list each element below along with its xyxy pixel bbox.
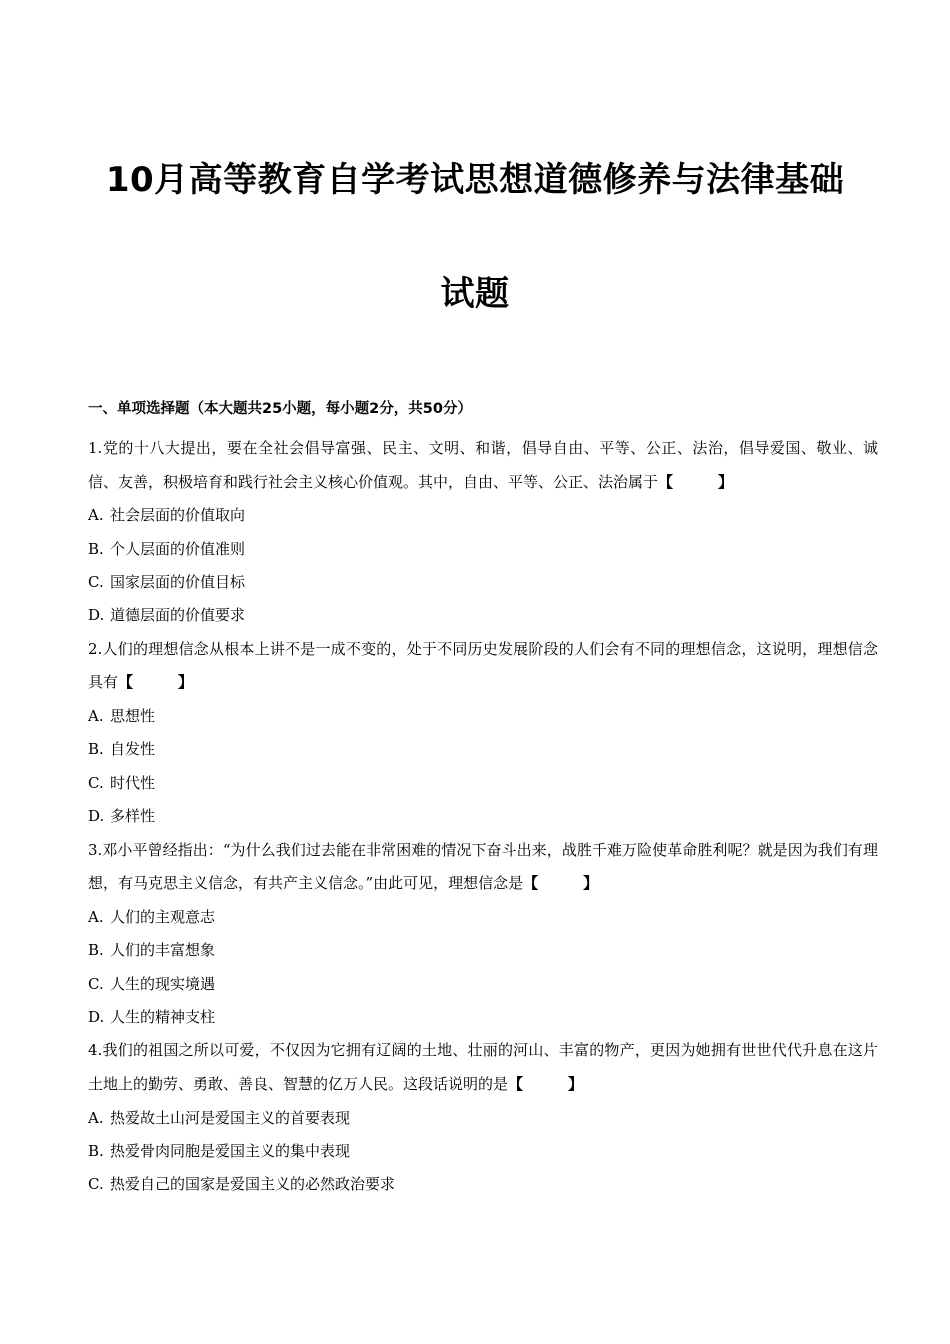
option-c	[88, 1168, 878, 1201]
option-letter: B.	[88, 740, 104, 759]
option-letter: D.	[88, 606, 105, 625]
option-a	[88, 901, 878, 934]
option-b	[88, 733, 878, 766]
question-2	[88, 633, 878, 834]
option-b	[88, 533, 878, 566]
option-a	[88, 1102, 878, 1135]
option-text: 人们的丰富想象	[110, 941, 216, 960]
option-text: 国家层面的价值目标	[110, 573, 246, 591]
question-4	[88, 1034, 878, 1201]
option-c	[88, 968, 878, 1001]
option-text: 社会层面的价值取向	[110, 506, 246, 525]
question-stem	[88, 633, 878, 700]
question-text: 党的十八大提出，要在全社会倡导富强、民主、文明、和谐，倡导自由、平等、公正、法治，倡导爱国、敬业、诚信、友善，积极培育和践行社会主义核心价值观。其中，自由、平等、公正、法治属于	[88, 439, 878, 491]
answer-bracket: 【 】	[658, 472, 734, 491]
option-letter: D.	[88, 1008, 105, 1027]
question-number: 1.	[88, 439, 103, 457]
option-letter: B.	[88, 539, 104, 558]
option-d	[88, 1001, 878, 1034]
question-stem	[88, 1034, 878, 1101]
question-text: 我们的祖国之所以可爱，不仅因为它拥有辽阔的土地、壮丽的河山、丰富的物产，更因为她拥有世世代代升息在这片土地上的勤劳、勇敢、善良、智慧的亿万人民。这段话说明的是	[88, 1041, 878, 1094]
option-letter: A.	[88, 907, 104, 926]
option-letter: A.	[88, 707, 104, 725]
question-number: 3.	[88, 840, 103, 859]
option-a	[88, 499, 878, 532]
option-letter: A.	[88, 1108, 104, 1127]
option-letter: C.	[88, 773, 104, 792]
question-stem	[88, 834, 878, 901]
option-a	[88, 700, 878, 733]
question-list	[88, 432, 878, 1202]
question-stem	[88, 432, 878, 499]
option-b	[88, 1135, 878, 1168]
option-text: 自发性	[110, 740, 156, 759]
option-letter: B.	[88, 941, 104, 960]
option-text: 道德层面的价值要求	[110, 606, 246, 625]
option-d	[88, 800, 878, 833]
question-1	[88, 432, 878, 633]
question-number: 4.	[88, 1041, 103, 1060]
document-title-continuation: 试题	[440, 274, 510, 314]
option-letter: A.	[88, 506, 104, 525]
option-c	[88, 767, 878, 800]
option-text: 人生的现实境遇	[110, 974, 216, 993]
option-d	[88, 599, 878, 632]
option-letter: D.	[88, 807, 105, 826]
option-c	[88, 566, 878, 599]
option-letter: C.	[88, 1175, 104, 1194]
answer-bracket: 【 】	[523, 874, 599, 893]
option-b	[88, 934, 878, 967]
option-letter: B.	[88, 1142, 104, 1161]
question-text: 人们的理想信念从根本上讲不是一成不变的，处于不同历史发展阶段的人们会有不同的理想信念，这说明，理想信念具有	[88, 639, 878, 692]
option-text: 个人层面的价值准则	[110, 539, 246, 558]
question-text: 邓小平曾经指出：“为什么我们过去能在非常困难的情况下奋斗出来，战胜千难万险使革命胜利呢？就是因为我们有理想，有马克思主义信念，有共产主义信念。”由此可见，理想信念是	[88, 840, 878, 893]
option-text: 多样性	[110, 807, 156, 826]
section-heading: 一、单项选择题（本大题共25小题，每小题2分，共50分）	[88, 401, 472, 417]
answer-bracket: 【 】	[118, 673, 194, 692]
option-letter: C.	[88, 974, 104, 993]
option-text: 热爱故土山河是爱国主义的首要表现	[110, 1108, 351, 1127]
option-text: 人们的主观意志	[110, 907, 216, 926]
option-text: 人生的精神支柱	[110, 1008, 216, 1027]
answer-bracket: 【 】	[508, 1075, 584, 1094]
document-title: 10月高等教育自学考试思想道德修养与法律基础	[105, 160, 845, 200]
option-letter: C.	[88, 573, 104, 591]
option-text: 思想性	[110, 707, 156, 725]
question-3	[88, 834, 878, 1035]
option-text: 时代性	[110, 773, 156, 792]
option-text: 热爱骨肉同胞是爱国主义的集中表现	[110, 1142, 351, 1161]
option-text: 热爱自己的国家是爱国主义的必然政治要求	[110, 1175, 396, 1194]
question-number: 2.	[88, 639, 103, 658]
